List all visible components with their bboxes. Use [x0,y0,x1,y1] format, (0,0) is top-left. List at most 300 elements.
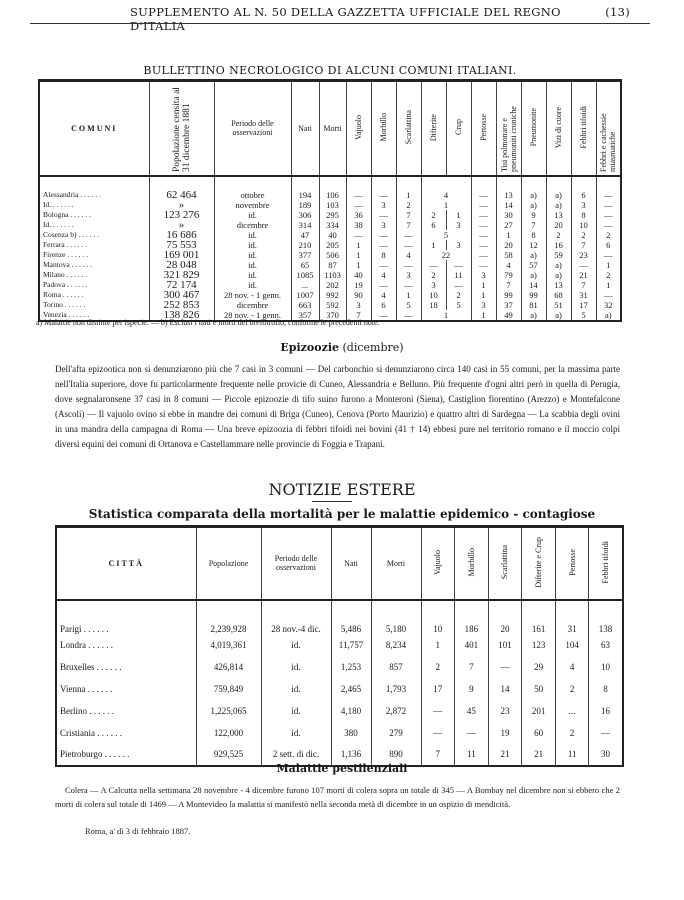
table-row [39,270,621,280]
cell: a) [546,270,571,280]
table-row [39,200,621,210]
cell: 99 [496,290,521,300]
foreign-mortality-table [55,525,624,767]
cell: 4 [396,250,421,260]
epizoozie-heading [0,341,684,354]
cell: 16 686 [149,230,214,240]
column-header [521,81,546,176]
cell: 8 [589,678,623,700]
row-name: Padova . . . . . . [39,280,149,290]
column-header [261,527,331,600]
table-row [56,656,623,678]
row-name: Id. . . . . . . [39,220,149,230]
column-header-label: Popolazione [208,558,249,568]
column-header-label: Nati [344,558,358,568]
cell: 992 [319,290,346,300]
gazette-title: SUPPLEMENTO AL N. 50 DELLA GAZZETTA UFFICIALE DEL REGNO D'ITALIA [130,5,561,33]
cell: 2,872 [371,700,421,722]
cell: 1,253 [331,656,371,678]
cell: — [488,656,522,678]
cell: 101 [488,634,522,656]
cell: — [421,700,455,722]
cell: 103 [319,200,346,210]
cell: 2 [596,270,621,280]
cell: 47 [291,230,319,240]
cell: 1,793 [371,678,421,700]
cell: 7 [571,240,596,250]
cell: 3 [346,300,371,310]
cell: — [596,210,621,220]
cell: 2 [555,722,589,744]
cell: 7 [521,220,546,230]
row-name: Ferrara . . . . . . [39,240,149,250]
column-header-label: Scarlattina [500,545,510,580]
cell: 194 [291,176,319,200]
cell: 2,239,928 [196,600,261,634]
cell: 28 nov. - 1 genn. [214,310,291,321]
cell: — [589,722,623,744]
cell: — [346,176,371,200]
cell: — [471,220,496,230]
cell: 123 [522,634,556,656]
cell: 50 [522,678,556,700]
table-row [39,240,621,250]
row-name: Venezia . . . . . . [39,310,149,321]
row-name: Firenze . . . . . . [39,250,149,260]
cell: — [596,200,621,210]
cell: 6 [596,240,621,250]
cell: 5 [421,230,471,240]
column-header-label: Difterite [429,113,438,141]
cell: 138 826 [149,310,214,321]
table-row [39,220,621,230]
row-name: Pietroburgo . . . . . . [56,744,196,766]
cell: 6 [421,220,446,230]
cell: 20 [496,240,521,250]
column-header-label: Pertosse [567,548,577,576]
cell: 27 [496,220,521,230]
cell: 1 [421,200,471,210]
cell: 17 [571,300,596,310]
column-header [39,81,149,176]
cell: id. [214,280,291,290]
cell: 321 829 [149,270,214,280]
cell: — [455,722,489,744]
cell: 10 [571,220,596,230]
column-header [555,527,589,600]
column-header [371,81,396,176]
cell: 1 [471,280,496,290]
column-header [596,81,621,176]
page-number: (13) [605,5,630,19]
table-row [39,290,621,300]
cell: 7 [421,744,455,766]
row-name: Parigi . . . . . . [56,600,196,634]
cell: — [371,176,396,200]
cell: 122,000 [196,722,261,744]
cell: 1007 [291,290,319,300]
cell: 1 [596,280,621,290]
column-header-label: Tisi polmonare e pneumoniti croniche [499,106,518,173]
column-header-label: Difterite e Crup [534,536,544,588]
table-row [39,300,621,310]
column-header-label: Febbri tifoidi [579,106,588,149]
cell: 16 [546,240,571,250]
cell: — [596,220,621,230]
table-row [39,250,621,260]
cell: 295 [319,210,346,220]
cell: 186 [455,600,489,634]
row-name: Alessandria . . . . . . [39,176,149,200]
cell: 1 [346,250,371,260]
cell: — [371,260,396,270]
cell: 11 [555,744,589,766]
cell: 401 [455,634,489,656]
cell: — [421,260,446,270]
column-header [56,527,196,600]
cell: 890 [371,744,421,766]
cell: 123 276 [149,210,214,220]
cell: 106 [319,176,346,200]
cell: 28 nov. - 1 genn. [214,290,291,300]
column-header [291,81,319,176]
row-name: Cosenza b) . . . . . . [39,230,149,240]
cell: a) [546,260,571,270]
cell: 21 [488,744,522,766]
cell: 72 174 [149,280,214,290]
column-header [488,527,522,600]
cell: id. [214,250,291,260]
cell: 28 nov.-4 dic. [261,600,331,634]
bulletin-title: BULLETTINO NECROLOGICO DI ALCUNI COMUNI ITALIANI. [143,64,517,77]
cell: 1085 [291,270,319,280]
cell: 1 [496,230,521,240]
cell: — [396,240,421,250]
column-header-label: Vajuolo [354,114,363,140]
cell: 60 [522,722,556,744]
signature-line: Roma, a' dì 3 di febbraio 1887. [85,826,191,836]
row-name: Torino . . . . . . [39,300,149,310]
cell: 81 [521,300,546,310]
cell: id. [261,634,331,656]
cell: 7 [396,220,421,230]
cell: 21 [522,744,556,766]
cell: 2 [446,290,471,300]
cell: 314 [291,220,319,230]
pestilenziali-title: Malattie pestilenziali [276,762,408,775]
column-header-label: Febbri tifoidi [601,541,611,584]
cell: 30 [589,744,623,766]
cell: — [571,260,596,270]
cell: 11,757 [331,634,371,656]
cell: id. [261,678,331,700]
cell: 2 [421,656,455,678]
cell: 1 [421,240,446,250]
cell: 3 [446,240,471,250]
column-header [446,81,471,176]
cell: 18 [421,300,446,310]
cell: a) [521,270,546,280]
pestilenziali-text: Colera — A Calcutta nella settimana 28 novembre - 4 dicembre furono 107 morti di colera sopra un totale di 345 — A Bombay nel dicembre non si ebbero che 2 morti di colera sul totale di 1469 — A Montevideo la malattia si manifestò nella seconda metà di dicembre in un ospizio di mendicità. [55,785,620,809]
cell: 8 [571,210,596,220]
cell: — [371,230,396,240]
cell: 7 [571,280,596,290]
cell: — [396,260,421,270]
page-header [130,5,630,33]
cell: a) [521,250,546,260]
cell: — [471,250,496,260]
cell: 377 [291,250,319,260]
cell: 14 [496,200,521,210]
cell: 1 [346,240,371,250]
cell: — [371,280,396,290]
cell: — [471,240,496,250]
table-row [56,634,623,656]
cell: 59 [546,250,571,260]
cell: id. [214,270,291,280]
cell: 2 [421,270,446,280]
cell: 857 [371,656,421,678]
column-header [571,81,596,176]
column-header-label: Vajuolo [433,549,443,575]
cell: id. [261,700,331,722]
cell: 7 [396,210,421,220]
cell: — [371,310,396,321]
cell: 334 [319,220,346,230]
cell: 1 [471,310,496,321]
cell: a) [521,176,546,200]
cell: 23 [571,250,596,260]
cell: 3 [371,220,396,230]
cell: 3 [421,280,446,290]
column-header-label: Periodo delle osservazioni [274,554,318,573]
notizie-table-title: Statistica comparata della mortalità per le malattie epidemico - contagiose [88,507,596,521]
cell: a) [596,310,621,321]
cell: 2 sett. di dic. [261,744,331,766]
cell: 19 [346,280,371,290]
cell: 11 [446,270,471,280]
cell: a) [521,200,546,210]
cell: 169 001 [149,250,214,260]
column-header-label: Pneumonite [529,108,538,147]
cell: 14 [521,280,546,290]
cell: a) [546,200,571,210]
cell: — [471,230,496,240]
cell: 4 [371,290,396,300]
cell: 6 [571,176,596,200]
cell: 189 [291,200,319,210]
cell: 13 [496,176,521,200]
cell: 8 [521,230,546,240]
cell: 3 [396,270,421,280]
title-rule [312,501,352,502]
cell: 87 [319,260,346,270]
cell: 3 [446,220,471,230]
row-name: Londra . . . . . . [56,634,196,656]
cell: 5 [571,310,596,321]
cell: 20 [488,600,522,634]
cell: 63 [589,634,623,656]
cell: — [471,210,496,220]
cell: id. [261,722,331,744]
row-name: Berlino . . . . . . [56,700,196,722]
cell: 4 [371,270,396,280]
cell: a) [546,176,571,200]
cell: 202 [319,280,346,290]
bulletin-footnote: a) Malattie non distinte per ispecie. — b) Esclusi i nati e morti del brefotrofio, conforme le precedenti note. [36,318,380,327]
column-header-label: CITTÀ [108,558,144,568]
header-rule [30,23,650,24]
column-header-label: Crup [454,119,463,136]
cell: 3 [371,200,396,210]
cell: — [396,310,421,321]
cell: ottobre [214,176,291,200]
cell: 4 [421,176,471,200]
column-header-label: Vizi di cuore [554,106,563,148]
cell: 1 [596,260,621,270]
column-header [455,527,489,600]
column-header [522,527,556,600]
cell: 38 [346,220,371,230]
cell: 8 [371,250,396,260]
row-name: Bruxelles . . . . . . [56,656,196,678]
cell: 12 [521,240,546,250]
cell: 426,814 [196,656,261,678]
cell: 1 [471,290,496,300]
cell: 759,849 [196,678,261,700]
cell: — [346,200,371,210]
cell: id. [214,230,291,240]
cell: 14 [488,678,522,700]
column-header [196,527,261,600]
epizoozie-subtitle: (dicembre) [342,341,404,354]
cell: 75 553 [149,240,214,250]
cell: 9 [455,678,489,700]
column-header-label: Pertosse [479,113,488,141]
table-row [39,210,621,220]
cell: — [371,210,396,220]
cell: 2 [571,230,596,240]
cell: 20 [546,220,571,230]
cell: 49 [496,310,521,321]
cell: 104 [555,634,589,656]
column-header [546,81,571,176]
row-name: Cristiania . . . . . . [56,722,196,744]
cell: 5 [446,300,471,310]
column-header [471,81,496,176]
cell: 1 [421,634,455,656]
cell: 28 048 [149,260,214,270]
cell: 663 [291,300,319,310]
column-header [421,527,455,600]
cell: novembre [214,200,291,210]
cell: 17 [421,678,455,700]
cell: 31 [555,600,589,634]
cell: — [596,250,621,260]
column-header [589,527,623,600]
cell: 10 [421,600,455,634]
cell: 279 [371,722,421,744]
cell: id. [214,210,291,220]
cell: 4,019,361 [196,634,261,656]
cell: 23 [488,700,522,722]
cell: 79 [496,270,521,280]
cell: 2 [596,230,621,240]
cell: 3 [471,300,496,310]
cell: 4 [496,260,521,270]
cell: 210 [291,240,319,250]
column-header [371,527,421,600]
cell: — [371,240,396,250]
notizie-title: NOTIZIE ESTERE [268,480,416,499]
cell: 3 [571,200,596,210]
column-header-label: Morbillo [466,548,476,577]
cell: 8,234 [371,634,421,656]
column-header [319,81,346,176]
column-header-label: Morti [386,558,406,568]
column-header-label: Popolazione censita al 31 dicembre 1881 [171,87,192,173]
cell: 32 [596,300,621,310]
cell: — [471,200,496,210]
cell: id. [214,240,291,250]
cell: 99 [521,290,546,300]
row-name: Roma . . . . . . [39,290,149,300]
cell: 3 [471,270,496,280]
cell: 7 [455,656,489,678]
epizoozie-title: Epizoozie [280,341,340,354]
cell: 1 [396,290,421,300]
cell: 7 [346,310,371,321]
cell: 10 [589,656,623,678]
cell: — [396,280,421,290]
column-header [214,81,291,176]
cell: — [471,176,496,200]
cell: 13 [546,280,571,290]
cell: 300 467 [149,290,214,300]
cell: dicembre [214,300,291,310]
column-header-label: Febbri e cachessie miasmatiche [599,113,618,173]
cell: 306 [291,210,319,220]
cell: 1103 [319,270,346,280]
cell: 51 [546,300,571,310]
row-name: Vienna . . . . . . [56,678,196,700]
cell: 37 [496,300,521,310]
cell: id. [214,260,291,270]
cell: dicembre [214,220,291,230]
cell: 1 [396,176,421,200]
cell: 1 [421,310,471,321]
column-header-label: Nati [298,123,312,133]
cell: 16 [589,700,623,722]
cell: 11 [455,744,489,766]
cell: 370 [319,310,346,321]
column-header [421,81,446,176]
cell: 161 [522,600,556,634]
cell: 45 [455,700,489,722]
cell: 2,465 [331,678,371,700]
cell: 10 [421,290,446,300]
cell: a) [546,310,571,321]
cell: 29 [522,656,556,678]
cell: 205 [319,240,346,250]
table-row [39,260,621,270]
cell: 30 [496,210,521,220]
cell: 1 [346,260,371,270]
row-name: Milano . . . . . . [39,270,149,280]
cell: 2 [555,678,589,700]
cell: » [149,200,214,210]
cell: 9 [521,210,546,220]
